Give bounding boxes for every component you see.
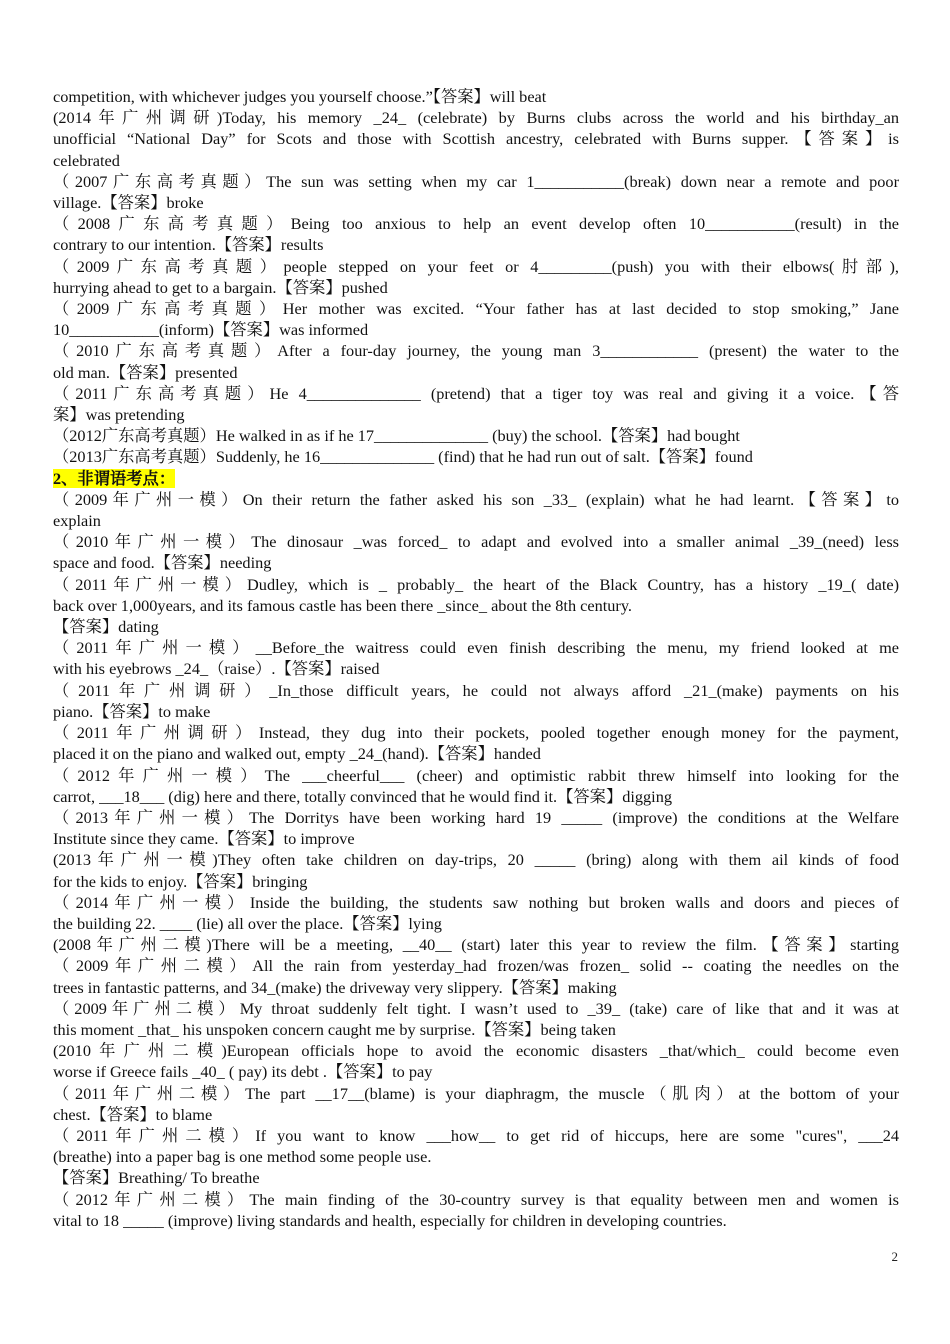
line-text: the building 22. ____ (lie) all over the place.【答案】lying bbox=[53, 913, 442, 933]
line-text: （2012年广州二模）The main finding of the 30-country survey is that equality between men and women is bbox=[53, 1189, 899, 1209]
line-text: (breathe) into a paper bag is one method some people use. bbox=[53, 1147, 432, 1167]
text-line bbox=[53, 955, 899, 976]
line-text: (2014年广州调研)Today, his memory _24_ (celebrate) by Burns clubs across the world and his birthday_an bbox=[53, 108, 899, 128]
line-text: （2009年广州二模）All the rain from yesterday_had frozen/was frozen_ solid -- coating the needles on the bbox=[53, 956, 899, 976]
line-text: unofficial “National Day” for Scots and those with Scottish ancestry, celebrated with Burns supper.【答案】is bbox=[53, 129, 899, 149]
text-line bbox=[53, 722, 899, 743]
text-line bbox=[53, 743, 899, 764]
text-line bbox=[53, 616, 899, 637]
text-line bbox=[53, 849, 899, 870]
line-text: （2011广东高考真题）He 4______________ (pretend) that a tiger toy was real and giving it a voice.【答 bbox=[53, 383, 899, 403]
line-text: 【答案】Breathing/ To breathe bbox=[53, 1168, 260, 1188]
line-text: （2011年广州一模）__Before_the waitress could even finish describing the menu, my friend looked at me bbox=[53, 638, 899, 658]
line-text: （2010广东高考真题）After a four-day journey, the young man 3____________ (present) the water to the bbox=[53, 341, 899, 361]
document-body bbox=[53, 86, 899, 1231]
text-line bbox=[53, 977, 899, 998]
text-line bbox=[53, 213, 899, 234]
text-line bbox=[53, 150, 899, 171]
line-text: hurrying ahead to get to a bargain.【答案】pushed bbox=[53, 277, 388, 297]
text-line bbox=[53, 1210, 899, 1231]
text-line bbox=[53, 362, 899, 383]
line-text: （2012年广州一模）The ___cheerful___ (cheer) and optimistic rabbit threw himself into looking for the bbox=[53, 765, 899, 785]
line-text: celebrated bbox=[53, 150, 120, 170]
line-text: back over 1,000years, and its famous castle has been there _since_ about the 8th century. bbox=[53, 595, 632, 615]
line-text: （2009年广州二模）My throat suddenly felt tight. I wasn’t used to _39_ (take) care of like that and it was at bbox=[53, 998, 899, 1018]
line-text: Institute since they came.【答案】to improve bbox=[53, 829, 355, 849]
text-line bbox=[53, 128, 899, 149]
line-text: with his eyebrows _24_（raise）.【答案】raised bbox=[53, 659, 380, 679]
text-line bbox=[53, 765, 899, 786]
line-text: competition, with whichever judges you yourself choose.”【答案】will beat bbox=[53, 87, 547, 106]
line-text: carrot, ___18___ (dig) here and there, totally convinced that he would find it.【答案】digging bbox=[53, 786, 672, 806]
text-line bbox=[53, 86, 899, 107]
line-text: old man.【答案】presented bbox=[53, 362, 238, 382]
line-text: 10___________(inform)【答案】was informed bbox=[53, 320, 369, 340]
line-text: （2011年广州调研）Instead, they dug into their pockets, pooled together enough money for the payment, bbox=[53, 723, 899, 743]
text-line bbox=[53, 298, 899, 319]
line-text: （2011年广州二模）If you want to know ___how__ to get rid of hiccups, here are some "cures", ___24 bbox=[53, 1125, 899, 1145]
text-line bbox=[53, 574, 899, 595]
text-line bbox=[53, 531, 899, 552]
line-text: 【答案】dating bbox=[53, 617, 159, 637]
text-line bbox=[53, 171, 899, 192]
page-number: 2 bbox=[891, 1249, 898, 1264]
text-line bbox=[53, 192, 899, 213]
text-line bbox=[53, 319, 899, 340]
text-line bbox=[53, 701, 899, 722]
line-text: （2014年广州一模）Inside the building, the students saw nothing but broken walls and doors and pieces of bbox=[53, 892, 899, 912]
text-line bbox=[53, 1019, 899, 1040]
text-line bbox=[53, 1189, 899, 1210]
line-text: this moment _that_ his unspoken concern caught me by surprise.【答案】being taken bbox=[53, 1019, 616, 1039]
line-text: piano.【答案】to make bbox=[53, 701, 211, 721]
line-text: （2009广东高考真题）people stepped on your feet or 4_________(push) you with their elbows(肘部), bbox=[53, 256, 899, 276]
text-line bbox=[53, 1104, 899, 1125]
line-text: （2012广东高考真题）He walked in as if he 17______________ (buy) the school.【答案】had bought bbox=[53, 426, 740, 446]
line-text: village.【答案】broke bbox=[53, 193, 204, 213]
line-text: vital to 18 _____ (improve) living standards and health, especially for children in developing countries. bbox=[53, 1210, 727, 1230]
text-line bbox=[53, 807, 899, 828]
text-line bbox=[53, 1167, 899, 1188]
text-line bbox=[53, 934, 899, 955]
text-line bbox=[53, 277, 899, 298]
line-text: 案】was pretending bbox=[53, 405, 185, 425]
line-text: （2009年广州一模）On their return the father asked his son _33_ (explain) what he had learnt.【答案】to bbox=[53, 489, 899, 509]
line-text: (2010年广州二模)European officials hope to avoid the economic disasters _that/which_ could become even bbox=[53, 1041, 899, 1061]
text-line bbox=[53, 658, 899, 679]
line-text: （2011年广州调研）_In_those difficult years, he could not always afford _21_(make) payments on his bbox=[53, 680, 899, 700]
text-line bbox=[53, 107, 899, 128]
line-text: explain bbox=[53, 511, 101, 531]
text-line bbox=[53, 1061, 899, 1082]
text-line bbox=[53, 552, 899, 573]
line-text: （2013广东高考真题）Suddenly, he 16______________ (find) that he had run out of salt.【答案】found bbox=[53, 447, 753, 467]
text-line bbox=[53, 1040, 899, 1061]
text-line bbox=[53, 383, 899, 404]
text-line bbox=[53, 340, 899, 361]
text-line bbox=[53, 446, 899, 467]
text-line bbox=[53, 786, 899, 807]
text-line bbox=[53, 871, 899, 892]
text-line bbox=[53, 489, 899, 510]
line-text: space and food.【答案】needing bbox=[53, 553, 272, 573]
line-text: for the kids to enjoy.【答案】bringing bbox=[53, 871, 308, 891]
text-line bbox=[53, 595, 899, 616]
section-heading: 2、非谓语考点： bbox=[53, 468, 176, 488]
text-line bbox=[53, 510, 899, 531]
text-line bbox=[53, 828, 899, 849]
text-line bbox=[53, 425, 899, 446]
line-text: （2010年广州一模）The dinosaur _was forced_ to adapt and evolved into a smaller animal _39_(need) less bbox=[53, 532, 899, 552]
line-text: contrary to our intention.【答案】results bbox=[53, 235, 324, 255]
line-text: （2013年广州一模）The Dorritys have been working hard 19 _____ (improve) the conditions at the Welfare bbox=[53, 807, 899, 827]
text-line bbox=[53, 1083, 899, 1104]
text-line bbox=[53, 468, 899, 489]
line-text: (2008年广州二模)There will be a meeting, __40__ (start) later this year to review the film.【答案】starting bbox=[53, 935, 899, 955]
line-text: （2007广东高考真题）The sun was setting when my car 1___________(break) down near a remote and poor bbox=[53, 171, 899, 191]
line-text: worse if Greece fails _40_ ( pay) its debt .【答案】to pay bbox=[53, 1062, 433, 1082]
line-text: （2011年广州二模）The part __17__(blame) is your diaphragm, the muscle（肌肉）at the bottom of your bbox=[53, 1083, 899, 1103]
text-line bbox=[53, 234, 899, 255]
line-text: （2008广东高考真题）Being too anxious to help an event develop often 10___________(result) in the bbox=[53, 214, 899, 234]
text-line bbox=[53, 680, 899, 701]
line-text: trees in fantastic patterns, and 34_(make) the driveway very slippery.【答案】making bbox=[53, 977, 617, 997]
text-line bbox=[53, 1146, 899, 1167]
text-line bbox=[53, 637, 899, 658]
text-line bbox=[53, 998, 899, 1019]
text-line bbox=[53, 404, 899, 425]
line-text: （2009广东高考真题）Her mother was excited. “Your father has at last decided to stop smoking,” Jane bbox=[53, 299, 899, 319]
text-line bbox=[53, 913, 899, 934]
line-text: placed it on the piano and walked out, empty _24_(hand).【答案】handed bbox=[53, 744, 541, 764]
text-line bbox=[53, 256, 899, 277]
line-text: chest.【答案】to blame bbox=[53, 1104, 213, 1124]
text-line bbox=[53, 892, 899, 913]
line-text: (2013年广州一模)They often take children on day-trips, 20 _____ (bring) along with them ail kinds of food bbox=[53, 850, 899, 870]
line-text: （2011年广州一模）Dudley, which is _ probably_ the heart of the Black Country, has a history _19_( date) bbox=[53, 574, 899, 594]
text-line bbox=[53, 1125, 899, 1146]
